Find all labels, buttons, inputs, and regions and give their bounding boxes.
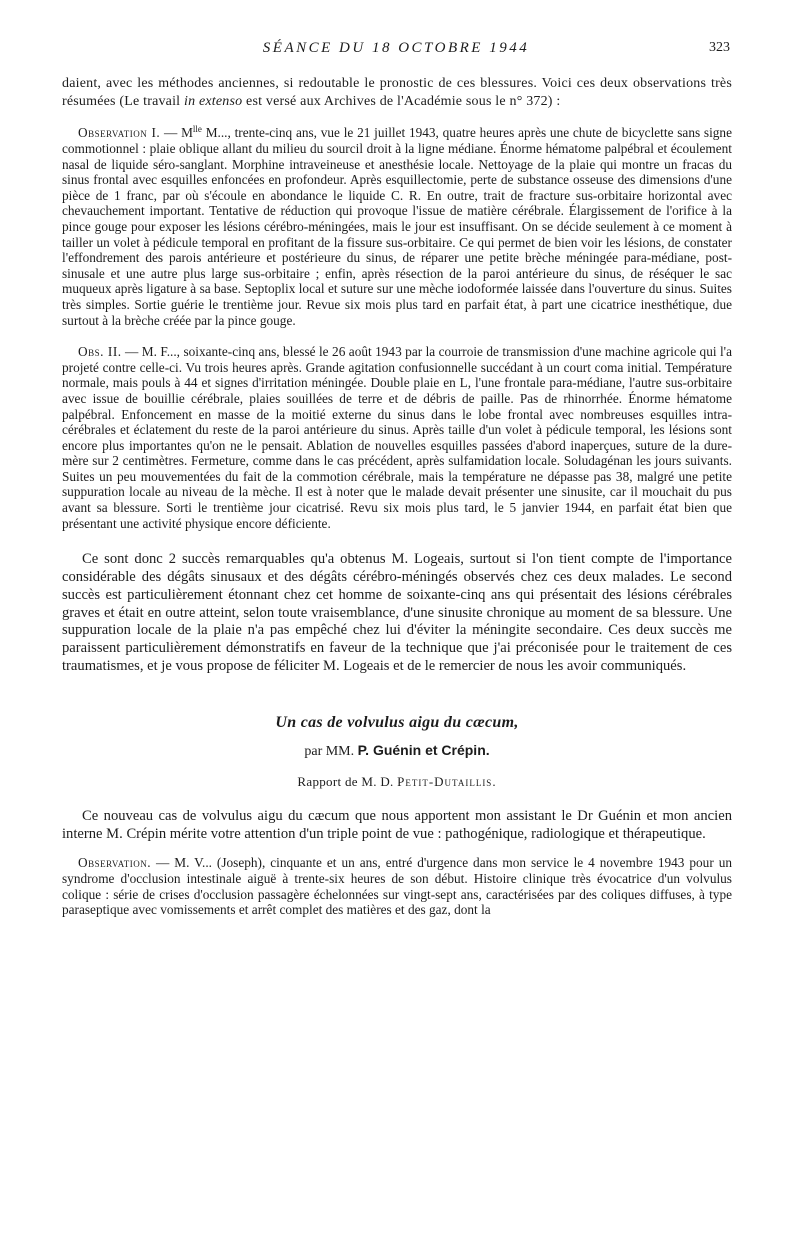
running-title: SÉANCE DU 18 OCTOBRE 1944 (262, 40, 530, 56)
article-report-line (62, 774, 732, 790)
observation-3-label: Observation. (78, 855, 152, 871)
observation-1-superscript: lle (192, 124, 202, 135)
page-body (62, 75, 732, 918)
intro-paragraph (62, 75, 732, 111)
page-header (62, 40, 730, 62)
observation-3-text: — M. V... (Joseph), cinquante et un ans, entré d'urgence dans mon service le 4 novembre 1943 pour un syndrome d'occlusion intestinale aiguë à trente-six heures de son début. Histoire clinique très évocatrice d'un volvulus colique : série de crises d'occlusion passagère échelonnées sur vingt-sept ans, caractérisées par des coliques diffuses, à type paraseptique avec vomissements et arrêt complet des matières et des gaz, dont la (62, 855, 732, 918)
observation-2-paragraph (62, 344, 732, 531)
report-prefix: Rapport de M. D. (297, 773, 398, 789)
intro-text-end: est versé aux Archives de l'Académie sous le n° 372) : (242, 94, 561, 110)
article-title: Un cas de volvulus aigu du cæcum, (275, 713, 519, 731)
authors-prefix: par MM. (304, 743, 358, 759)
article-authors (62, 742, 732, 760)
observation-1-paragraph (62, 125, 732, 328)
report-name: Petit-Dutaillis. (397, 773, 497, 789)
page-number: 323 (709, 40, 730, 55)
intro-italic-term: in extenso (183, 94, 243, 110)
observation-1-text: M..., trente-cinq ans, vue le 21 juillet 1943, quatre heures après une chute de bicyclette sans signe commotionnel : plaie oblique allant du milieu du sourcil droit à la ligne médiane. Énorme hématome palpébral et écoulement nasal de liquide séro-sanglant. Morphine intraveineuse et anesthésie locale. Nettoyage de la plaie qui montre un fracas du sinus frontal avec esquilles enfoncées en profondeur. Après esquillectomie, perte de substance osseuse des dimensions d'une pièce de 1 franc, par où s'écoule en abondance le liquide C. R. En outre, trait de fracture sus-orbitaire horizontal avec chevauchement important. Tentative de réduction qui provoque l'issue de matière cérébrale. Élargissement de l'orifice à la pince gouge pour exposer les lésions cérébro-méningées, mais le jour est insuffisant. On se décide seulement à ce moment à tailler un volet à pédicule temporal en profitant de la fissure sus-orbitaire. Ce qui permet de bien voir les lésions, de constater l'effondrement des parois antérieure et postérieure du sinus, de réparer une petite brèche méningée para-médiane, post-sinusale et une autre plus large sus-orbitaire ; enfin, après résection de la paroi antérieure du sinus, de réséquer le sac muqueux après ligature à sa base. Septoplix local et suture sur une mèche iodoformée laissée dans l'ouverture du sinus. Suites très simples. Sortie guérie le trentième jour. Revue six mois plus tard en parfait état, à part une cicatrice inesthétique, due surtout à la brèche créée par la pince gouge. (62, 125, 732, 328)
observation-1-prefix: — M (160, 125, 193, 141)
conclusion-paragraph: Ce sont donc 2 succès remarquables qu'a obtenus M. Logeais, surtout si l'on tient compte de l'importance considérable des dégâts sinusaux et des dégâts cérébro-méningés observés chez ces deux malades. Le second succès est particulièrement étonnant chez cet homme de soixante-cinq ans qui présentait des lésions cérébrales graves et était en outre atteint, selon toute vraisemblance, d'une sinusite chronique au moment de sa blessure. Une suppuration locale de la plaie n'a pas empêché chez lui d'éviter la méningite secondaire. Ces deux succès me paraissent particulièrement démonstratifs en faveur de la technique que j'ai préconisée pour le traitement de ces traumatismes, et je vous propose de féliciter M. Logeais et de le remercier de nous les avoir communiqués. (62, 551, 732, 675)
observation-3-paragraph (62, 855, 732, 917)
authors-names: P. Guénin et Crépin. (357, 741, 490, 758)
observation-1-label: Observation I. (78, 125, 161, 141)
observation-2-label: Obs. II. (78, 344, 122, 360)
observation-2-text: — M. F..., soixante-cinq ans, blessé le 26 août 1943 par la courroie de transmission d'une machine agricole qui l'a projeté contre celle-ci. Vu trois heures après. Grande agitation confusionnelle succédant à un court coma initial. Température normale, mais pouls à 44 et signes d'irritation méningée. Double plaie en L, l'une frontale para-médiane, l'autre sus-orbitaire avec issue de bouillie cérébrale, plaies souillées de terre et de débris de paille. Pas de rhinorrhée. Énorme hématome palpébral. Enfoncement en masse de la moitié externe du sinus dans le lobe frontal avec nombreuses esquilles intra-cérébrales et éclatement du reste de la paroi antérieure du sinus. Après taille d'un volet à pédicule temporal, les lésions sont encore plus importantes qu'on ne le pensait. Ablation de nouvelles esquilles passées d'abord inaperçues, suture de la dure-mère sur 2 centimètres. Fermeture, comme dans le cas précédent, après sulfamidation locale. Soludagénan les jours suivants. Suites un peu mouvementées du fait de la commotion cérébrale, mais la température ne dépasse pas 38, malgré une petite suppuration locale au niveau de la mèche. Il est à noter que le malade devait présenter une sinusite, car il mouchait du pus avant sa blessure. Sorti le trentième jour cicatrisé. Revu six mois plus tard, le 5 janvier 1944, en parfait état bien que présentant une activité physique encore déficiente. (62, 344, 732, 531)
intro-text-start: daient, avec les méthodes anciennes, si redoutable le pronostic de ces blessures. Voici ces deux observations très résumées (Le travail (62, 76, 732, 110)
article-intro-paragraph: Ce nouveau cas de volvulus aigu du cæcum que nous apportent mon assistant le Dr Guénin et mon ancien interne M. Crépin mérite votre attention d'un triple point de vue : pathogénique, radiologique et thérapeutique. (62, 807, 732, 842)
